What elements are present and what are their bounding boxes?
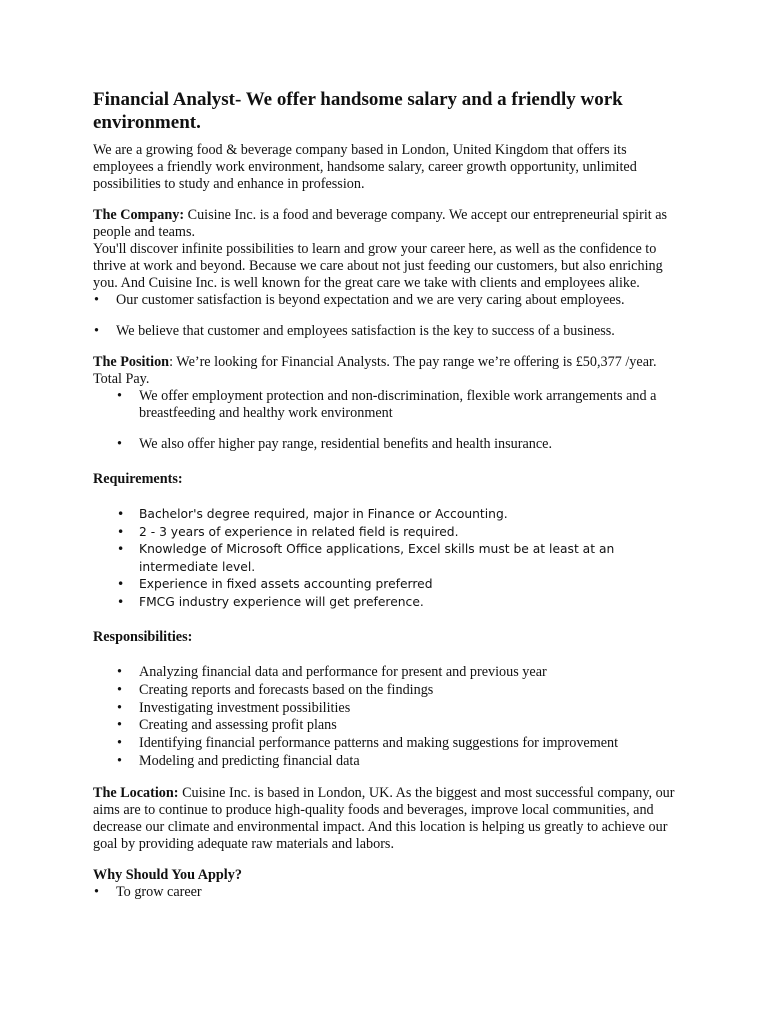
bullet-icon: • — [117, 507, 125, 521]
bullet-icon: • — [117, 717, 122, 734]
bullet-icon: • — [117, 681, 122, 698]
bullet-icon: • — [117, 524, 125, 539]
total-pay-line: Total Pay. — [93, 371, 150, 387]
bullet-icon: • — [117, 542, 125, 556]
bullet-icon: • — [94, 292, 99, 308]
spacer — [93, 853, 678, 867]
job-title: Financial Analyst- We offer handsome salary and a friendly work environment. — [93, 89, 623, 133]
list-item: • We also offer higher pay range, residential benefits and health insurance. — [117, 436, 553, 452]
list-item: • Bachelor's degree required, major in Finance or Accounting. — [139, 506, 678, 524]
location-paragraph — [93, 785, 678, 853]
bullet-icon: • — [117, 577, 125, 591]
company-text: Cuisine Inc. is a food and beverage company. We accept our entrepreneurial spirit as people and teams. — [93, 207, 668, 240]
bullet-icon: • — [117, 699, 122, 716]
bullet-icon: • — [94, 323, 99, 339]
list-item: • Knowledge of Microsoft Office applications, Excel skills must be at least at an intermediate level. — [117, 542, 615, 574]
responsibilities-heading: Responsibilities: — [93, 629, 193, 645]
bullet-icon: • — [117, 388, 122, 404]
list-item: • Analyzing financial data and performance for present and previous year — [117, 664, 547, 680]
list-item: • Creating reports and forecasts based on the findings — [117, 681, 434, 698]
position-paragraph — [93, 354, 678, 371]
spacer — [93, 193, 678, 207]
spacer — [93, 340, 678, 354]
location-text: Cuisine Inc. is based in London, UK. As the biggest and most successful company, our aims are to continue to produce high-quality foods and beverages, improve local communities, and decrease our climate and environmental impact. And this location is helping us greatly to achieve our goal by providing adequate raw materials and labors. — [93, 784, 675, 852]
responsibilities-list — [93, 664, 678, 771]
location-label: The Location: — [93, 784, 179, 801]
bullet-icon: • — [117, 436, 122, 452]
list-item: • To grow career — [94, 883, 202, 900]
position-text: : We’re looking for Financial Analysts. The pay range we’re offering is £50,377 /year. — [169, 354, 657, 370]
list-item: • Identifying financial performance patterns and making suggestions for improvement — [117, 735, 619, 752]
bullet-icon: • — [117, 664, 122, 680]
bullet-icon: • — [117, 735, 122, 752]
spacer — [93, 611, 678, 629]
spacer — [93, 771, 678, 785]
position-label: The Position — [93, 354, 170, 370]
company-paragraph — [93, 207, 678, 241]
spacer — [93, 646, 678, 664]
spacer — [93, 453, 678, 471]
position-bullet-list — [93, 388, 678, 453]
intro-paragraph: We are a growing food & beverage company based in London, United Kingdom that offers its employees a friendly work environment, handsome salary, career growth opportunity, unlimited possibilities to study and enhance in profession. — [93, 142, 637, 192]
why-apply-list — [93, 884, 678, 901]
company-bullet-list — [93, 292, 678, 340]
list-item: • Creating and assessing profit plans — [117, 717, 337, 734]
why-apply-heading: Why Should You Apply? — [93, 866, 242, 883]
spacer — [93, 488, 678, 506]
bullet-icon: • — [117, 594, 125, 609]
list-item: • FMCG industry experience will get preference. — [139, 594, 678, 612]
bullet-icon: • — [94, 883, 99, 900]
company-label: The Company: — [93, 207, 185, 223]
list-item: • Experience in fixed assets accounting preferred — [139, 576, 678, 594]
company-paragraph-2: You'll discover infinite possibilities to learn and grow your career here, as well as the confidence to thrive at work and beyond. Because we care about not just feeding our customers, but also enriching you. And Cuisine Inc. is well known for the great care we take with clients and employees alike. — [93, 241, 663, 291]
list-item: • We offer employment protection and non-discrimination, flexible work arrangements and a breastfeeding and healthy work environment — [117, 388, 657, 421]
requirements-heading: Requirements: — [93, 471, 183, 487]
requirements-list — [93, 506, 678, 611]
document-page — [93, 88, 678, 901]
list-item: • We believe that customer and employees satisfaction is the key to success of a business. — [94, 323, 615, 339]
list-item: • 2 - 3 years of experience in related field is required. — [139, 524, 678, 542]
bullet-icon: • — [117, 752, 122, 769]
list-item: • Investigating investment possibilities — [117, 699, 351, 716]
list-item: • Our customer satisfaction is beyond expectation and we are very caring about employees. — [94, 292, 625, 308]
list-item: • Modeling and predicting financial data — [117, 752, 360, 769]
